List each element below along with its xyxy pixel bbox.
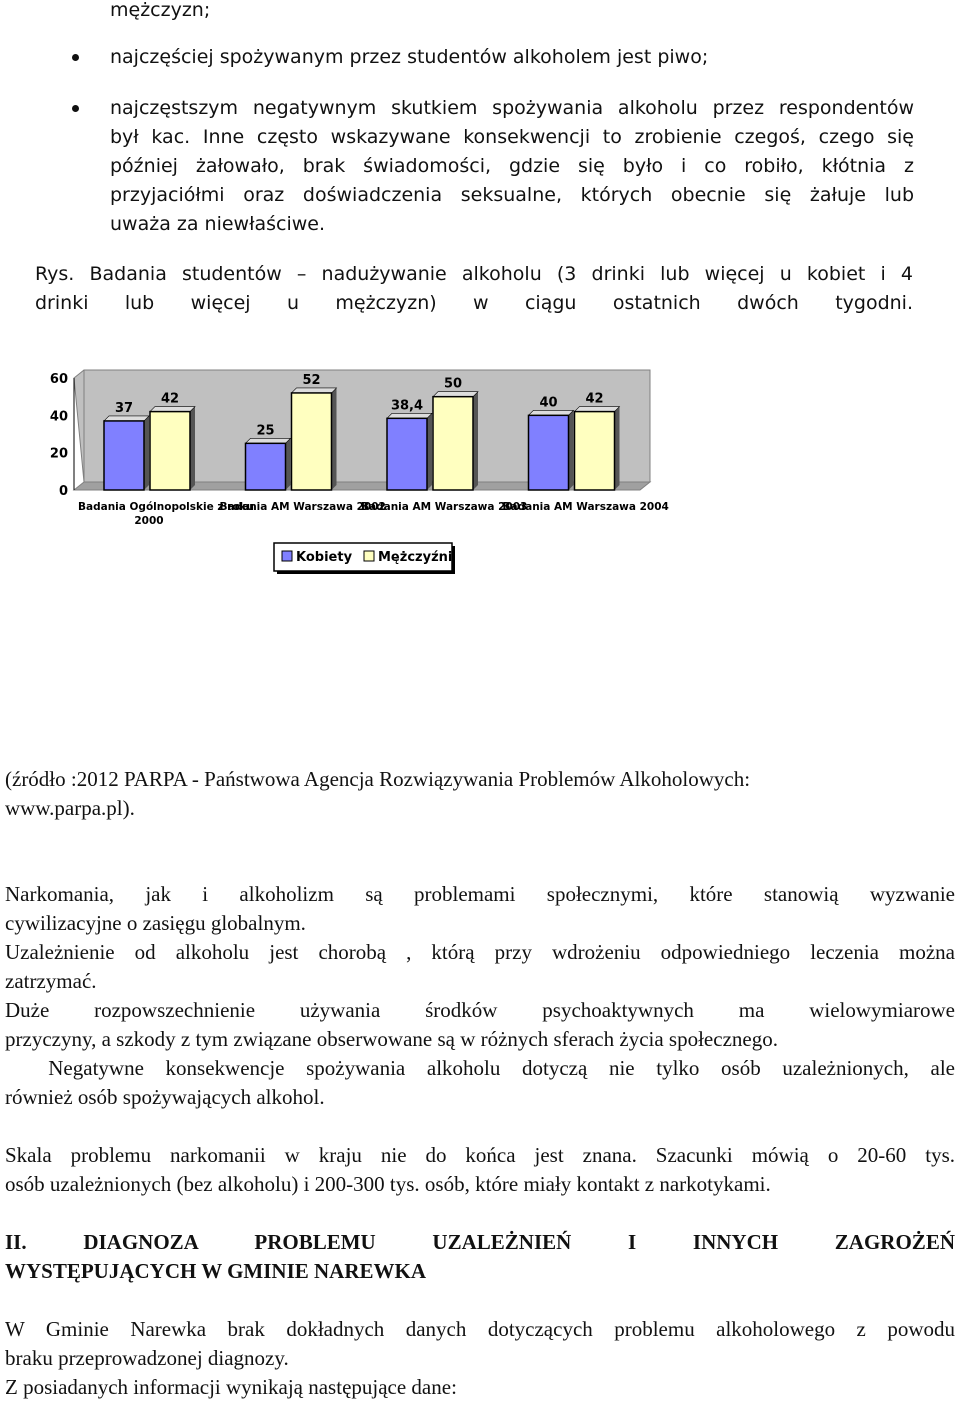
paragraph-line: cywilizacyjne o zasięgu globalnym. — [5, 911, 306, 935]
bar — [433, 397, 473, 490]
data-label: 52 — [302, 372, 321, 388]
data-label: 42 — [160, 391, 180, 407]
caption-line: drinki lub więcej u mężczyzn) w ciągu ostatnich dwóch tygodni. — [35, 292, 913, 314]
paragraph-line: Negatywne konsekwencje spożywania alkoholu dotyczą nie tylko osób uzależnionych, ale — [5, 1056, 955, 1080]
bar — [150, 412, 190, 490]
bullet-item-line: najczęstszym negatywnym skutkiem spożywania alkoholu przez respondentów — [110, 97, 914, 119]
figure-caption — [35, 260, 913, 318]
paragraph-line: również osób spożywających alkohol. — [5, 1085, 325, 1109]
bullet-dot — [72, 105, 79, 112]
data-label: 37 — [114, 400, 134, 416]
paragraph-line: Uzależnienie od alkoholu jest chorobą , którą przy wdrożeniu odpowiedniego leczenia można — [5, 940, 955, 964]
paragraph-line: braku przeprowadzonej diagnozy. — [5, 1346, 289, 1370]
paragraph-line: osób uzależnionych (bez alkoholu) i 200-300 tys. osób, które miały kontakt z narkotykami. — [5, 1172, 771, 1196]
source-line: (źródło :2012 PARPA - Państwowa Agencja Rozwiązywania Problemów Alkoholowych: — [5, 767, 751, 791]
section-heading — [5, 1228, 955, 1286]
bar — [387, 418, 427, 490]
legend-label: Mężczyźni — [378, 550, 453, 565]
paragraph-line: przyczyny, a szkody z tym związane obserwowane są w różnych sferach życia społecznego. — [5, 1027, 778, 1051]
y-tick-label: 40 — [49, 409, 68, 425]
bullet-item-beer: najczęściej spożywanym przez studentów alkoholem jest piwo; — [110, 46, 709, 68]
bar — [104, 421, 144, 490]
bar — [246, 443, 286, 490]
legend-swatch — [282, 551, 292, 561]
bullet-item-line: później żałowało, brak świadomości, gdzie się było i co robiło, kłótnia z — [110, 155, 914, 177]
y-tick-label: 20 — [49, 446, 68, 462]
source-note — [5, 765, 955, 823]
paragraph-gmina — [5, 1315, 955, 1402]
paragraph-narkomania — [5, 880, 955, 938]
bullet-item-line: przyjaciółmi oraz doświadczenia seksualne, których obecnie się żałuje lub — [110, 184, 914, 206]
paragraph-uzaleznienie — [5, 938, 955, 996]
heading-line: II. DIAGNOZA PROBLEMU UZALEŻNIEŃ I INNYCH ZAGROŻEŃ — [5, 1230, 955, 1254]
bullet-item-line: był kac. Inne często wskazywane konsekwencji to zrobienie czegoś, czego się — [110, 126, 914, 148]
bar-chart — [40, 360, 680, 580]
paragraph-line: Skala problemu narkomanii w kraju nie do końca jest znana. Szacunki mówią o 20-60 tys. — [5, 1143, 955, 1167]
x-tick-label-extra: 2000 — [134, 515, 164, 527]
data-label: 50 — [443, 376, 463, 392]
data-label: 42 — [585, 391, 604, 407]
paragraph-line: W Gminie Narewka brak dokładnych danych dotyczących problemu alkoholowego z powodu — [5, 1317, 955, 1341]
x-tick-label: Badania Ogólnopolskie z roku — [78, 501, 255, 513]
bullet-dot — [72, 54, 79, 61]
paragraph-line: zatrzymać. — [5, 969, 97, 993]
bar — [575, 412, 615, 490]
paragraph-line: Z posiadanych informacji wynikają następujące dane: — [5, 1375, 457, 1399]
data-label: 38,4 — [390, 398, 424, 414]
heading-line: WYSTĘPUJĄCYCH W GMINIE NAREWKA — [5, 1259, 427, 1283]
paragraph-skala — [5, 1141, 955, 1199]
bar-top — [433, 392, 478, 397]
x-tick-label: Badania AM Warszawa 2004 — [502, 501, 669, 513]
legend-label: Kobiety — [296, 550, 353, 565]
data-label: 40 — [539, 395, 558, 411]
bullet-continuation: mężczyzn; — [110, 0, 211, 21]
data-label: 25 — [256, 423, 275, 439]
x-tick-label: Badania AM Warszawa 2003 — [361, 501, 528, 513]
paragraph-line: Duże rozpowszechnienie używania środków psychoaktywnych ma wielowymiarowe — [5, 998, 955, 1022]
paragraph-line: Narkomania, jak i alkoholizm są problemami społecznymi, które stanowią wyzwanie — [5, 882, 955, 906]
bullet-item-line: uważa za niewłaściwe. — [110, 213, 326, 235]
bar — [529, 415, 569, 490]
caption-line: Rys. Badania studentów – nadużywanie alkoholu (3 drinki lub więcej u kobiet i 4 — [35, 263, 913, 285]
paragraph-konsekwencje — [5, 1054, 955, 1112]
source-line: www.parpa.pl). — [5, 796, 135, 820]
legend-swatch — [364, 551, 374, 561]
y-tick-label: 0 — [58, 484, 68, 499]
bar — [292, 393, 332, 490]
paragraph-rozpowszechnienie — [5, 996, 955, 1054]
y-tick-label: 60 — [49, 372, 68, 387]
x-tick-label: Badania AM Warszawa 2002 — [219, 501, 386, 513]
